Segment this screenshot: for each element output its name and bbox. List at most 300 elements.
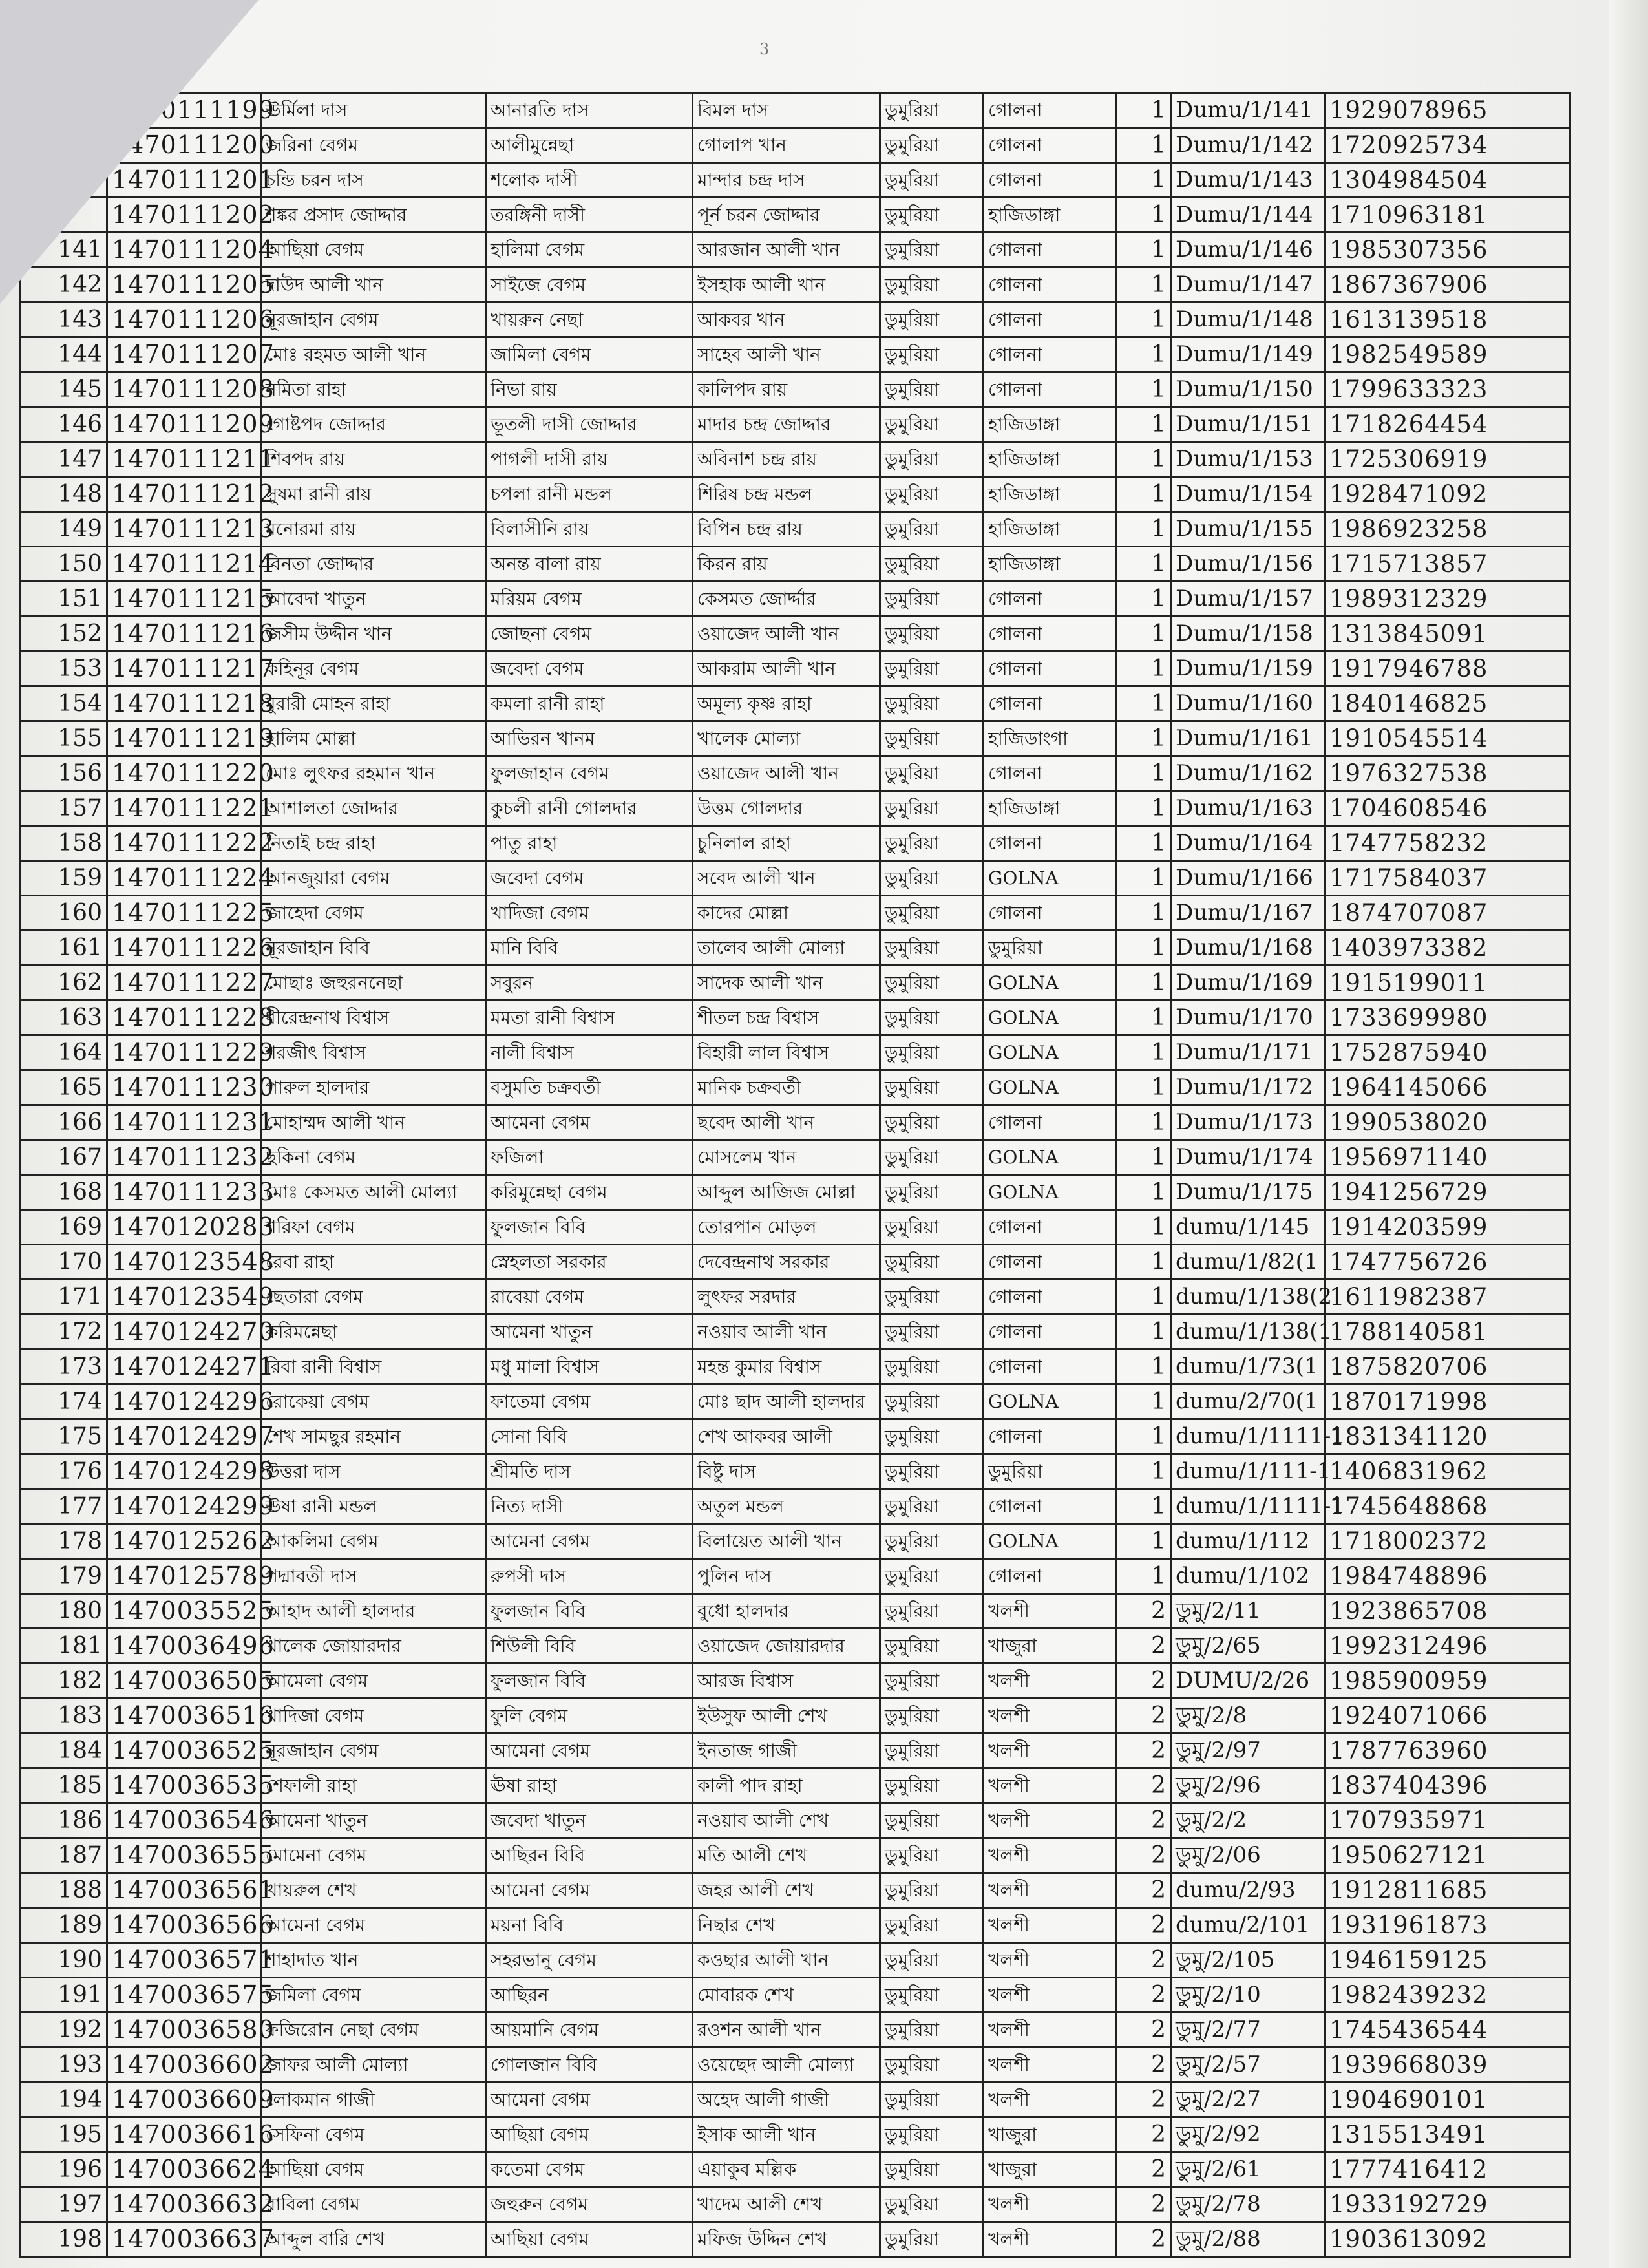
mobile-cell: 1870171998 [1325,1384,1570,1419]
mobile-cell: 1904690101 [1325,2083,1570,2117]
code-cell: dumu/1/145 [1171,1210,1325,1245]
mother-name-cell: ফুলজান বিবি [486,1664,693,1699]
ward-cell: 2 [1117,1733,1171,1768]
code-cell: Dumu/1/163 [1171,791,1325,826]
name-cell: ঊষা রানী মন্ডল [261,1489,486,1524]
serial-cell: 167 [21,1140,107,1175]
id-cell: 1470036637 [107,2222,261,2257]
id-cell: 1470111207 [107,337,261,372]
ward-cell: 1 [1117,1105,1171,1140]
ward-cell: 2 [1117,2083,1171,2117]
mother-name-cell: ভূতলী দাসী জোদ্দার [486,407,693,442]
serial-cell: 178 [21,1524,107,1559]
ward-cell: 1 [1117,477,1171,512]
serial-cell: 158 [21,826,107,861]
name-cell: নূরজাহান বেগম [261,1733,486,1768]
upazila-cell: ডুমুরিয়া [880,966,984,1001]
ward-cell: 1 [1117,268,1171,302]
ward-cell: 2 [1117,1629,1171,1664]
father-name-cell: মাদার চন্দ্র জোদ্দার [693,407,880,442]
name-cell: জসীম উদ্দীন খান [261,617,486,652]
code-cell: dumu/2/101 [1171,1908,1325,1943]
code-cell: Dumu/1/171 [1171,1035,1325,1070]
table-row [21,407,1570,442]
beneficiary-table [19,92,1571,2258]
id-cell: 1470111213 [107,512,261,547]
ward-cell: 2 [1117,1768,1171,1803]
serial-cell: 193 [21,2048,107,2083]
father-name-cell: বিমল দাস [693,93,880,128]
id-cell: 1470111214 [107,547,261,582]
father-name-cell: অতুল মন্ডল [693,1489,880,1524]
code-cell: Dumu/1/167 [1171,896,1325,931]
union-cell: খলশী [984,1664,1117,1699]
union-cell: গোলনা [984,826,1117,861]
code-cell: dumu/1/138(2 [1171,1280,1325,1315]
upazila-cell: ডুমুরিয়া [880,2117,984,2152]
table-row [21,442,1570,477]
table-row [21,1524,1570,1559]
ward-cell: 1 [1117,791,1171,826]
name-cell: মোমেনা বেগম [261,1838,486,1873]
upazila-cell: ডুমুরিয়া [880,477,984,512]
union-cell: খলশী [984,1768,1117,1803]
mobile-cell: 1840146825 [1325,686,1570,721]
union-cell: GOLNA [984,1175,1117,1210]
name-cell: খালেক জোয়ারদার [261,1629,486,1664]
table-row [21,861,1570,896]
mother-name-cell: আমেনা বেগম [486,1524,693,1559]
mobile-cell: 1304984504 [1325,163,1570,198]
id-cell: 1470036496 [107,1629,261,1664]
serial-cell: 157 [21,791,107,826]
serial-cell: 152 [21,617,107,652]
id-cell: 1470111209 [107,407,261,442]
ward-cell: 1 [1117,861,1171,896]
id-cell: 1470124270 [107,1315,261,1350]
union-cell: খলশী [984,1943,1117,1978]
table-row [21,1245,1570,1280]
code-cell: dumu/1/1111-1 [1171,1419,1325,1454]
father-name-cell: মোবারক শেখ [693,1978,880,2013]
mother-name-cell: হালিমা বেগম [486,233,693,268]
mother-name-cell: ফুলি বেগম [486,1699,693,1733]
name-cell: জমিলা বেগম [261,1978,486,2013]
father-name-cell: ইসাক আলী খান [693,2117,880,2152]
name-cell: পারুল হালদার [261,1070,486,1105]
ward-cell: 2 [1117,1978,1171,2013]
father-name-cell: পুলিন দাস [693,1559,880,1594]
serial-cell: 160 [21,896,107,931]
id-cell: 1470111201 [107,163,261,198]
table-row [21,1699,1570,1733]
id-cell: 1470124299 [107,1489,261,1524]
mobile-cell: 1928471092 [1325,477,1570,512]
mobile-cell: 1611982387 [1325,1280,1570,1315]
name-cell: গোষ্টপদ জোদ্দার [261,407,486,442]
serial-cell: 153 [21,652,107,686]
upazila-cell: ডুমুরিয়া [880,1350,984,1384]
union-cell: গোলনা [984,652,1117,686]
union-cell: GOLNA [984,1140,1117,1175]
ward-cell: 1 [1117,756,1171,791]
mobile-cell: 1725306919 [1325,442,1570,477]
father-name-cell: নওয়াব আলী খান [693,1315,880,1350]
mobile-cell: 1777416412 [1325,2152,1570,2187]
name-cell: শিবপদ রায় [261,442,486,477]
name-cell: মোঃ লুৎফর রহমান খান [261,756,486,791]
name-cell: নিতাই চন্দ্র রাহা [261,826,486,861]
mother-name-cell: ফুলজান বিবি [486,1594,693,1629]
mother-name-cell: আছিরন বিবি [486,1838,693,1873]
ward-cell: 1 [1117,1210,1171,1245]
id-cell: 1470111204 [107,233,261,268]
upazila-cell: ডুমুরিয়া [880,617,984,652]
father-name-cell: ইনতাজ গাজী [693,1733,880,1768]
id-cell: 1470036632 [107,2187,261,2222]
code-cell: Dumu/1/148 [1171,302,1325,337]
name-cell: ঊর্মিলা দাস [261,93,486,128]
mobile-cell: 1752875940 [1325,1035,1570,1070]
ward-cell: 1 [1117,1140,1171,1175]
father-name-cell: মানিক চক্রবর্তী [693,1070,880,1105]
upazila-cell: ডুমুরিয়া [880,721,984,756]
table-row [21,2083,1570,2117]
union-cell: খলশী [984,2187,1117,2222]
mother-name-cell: স্নেহলতা সরকার [486,1245,693,1280]
upazila-cell: ডুমুরিয়া [880,686,984,721]
mobile-cell: 1956971140 [1325,1140,1570,1175]
mobile-cell: 1939668039 [1325,2048,1570,2083]
upazila-cell: ডুমুরিয়া [880,547,984,582]
page-edge-shadow [1609,0,1648,2268]
code-cell: Dumu/1/172 [1171,1070,1325,1105]
id-cell: 1470111226 [107,931,261,966]
ward-cell: 1 [1117,686,1171,721]
upazila-cell: ডুমুরিয়া [880,512,984,547]
name-cell: রাবিলা বেগম [261,2187,486,2222]
upazila-cell: ডুমুরিয়া [880,1140,984,1175]
mobile-cell: 1831341120 [1325,1419,1570,1454]
code-cell: ডুমু/2/57 [1171,2048,1325,2083]
mother-name-cell: আমেনা বেগম [486,1105,693,1140]
upazila-cell: ডুমুরিয়া [880,1699,984,1733]
upazila-cell: ডুমুরিয়া [880,198,984,233]
mobile-cell: 1915199011 [1325,966,1570,1001]
mobile-cell: 1914203599 [1325,1210,1570,1245]
mobile-cell: 1747756726 [1325,1245,1570,1280]
union-cell: খলশী [984,1733,1117,1768]
ward-cell: 1 [1117,407,1171,442]
father-name-cell: খাদেম আলী শেখ [693,2187,880,2222]
name-cell: রেবা রাহা [261,1245,486,1280]
id-cell: 1470036566 [107,1908,261,1943]
ward-cell: 1 [1117,1001,1171,1035]
name-cell: ধীরেন্দ্রনাথ বিশ্বাস [261,1001,486,1035]
name-cell: লোকমান গাজী [261,2083,486,2117]
upazila-cell: ডুমুরিয়া [880,2083,984,2117]
union-cell: GOLNA [984,1384,1117,1419]
union-cell: হাজিডাঙ্গা [984,198,1117,233]
mother-name-cell: নিত্য দাসী [486,1489,693,1524]
id-cell: 1470035525 [107,1594,261,1629]
mother-name-cell: আমেনা বেগম [486,1733,693,1768]
ward-cell: 2 [1117,1664,1171,1699]
mother-name-cell: জহুরুন বেগম [486,2187,693,2222]
id-cell: 1470111217 [107,652,261,686]
upazila-cell: ডুমুরিয়া [880,1489,984,1524]
father-name-cell: অবিনাশ চন্দ্র রায় [693,442,880,477]
mother-name-cell: শ্রীমতি দাস [486,1454,693,1489]
ward-cell: 1 [1117,826,1171,861]
code-cell: ডুমু/2/96 [1171,1768,1325,1803]
name-cell: আকলিমা বেগম [261,1524,486,1559]
table-row [21,617,1570,652]
union-cell: গোলনা [984,302,1117,337]
mother-name-cell: আমেনা বেগম [486,1873,693,1908]
father-name-cell: উত্তম গোলদার [693,791,880,826]
ward-cell: 1 [1117,1524,1171,1559]
union-cell: খলশী [984,2222,1117,2257]
ward-cell: 2 [1117,2117,1171,2152]
mobile-cell: 1989312329 [1325,582,1570,617]
father-name-cell: নওয়াব আলী শেখ [693,1803,880,1838]
union-cell: খলশী [984,1873,1117,1908]
mother-name-cell: খাদিজা বেগম [486,896,693,931]
upazila-cell: ডুমুরিয়া [880,1105,984,1140]
mother-name-cell: আমেনা খাতুন [486,1315,693,1350]
code-cell: ডুমু/2/78 [1171,2187,1325,2222]
id-cell: 1470036516 [107,1699,261,1733]
father-name-cell: আরজ বিশ্বাস [693,1664,880,1699]
code-cell: Dumu/1/147 [1171,268,1325,302]
id-cell: 1470111215 [107,582,261,617]
serial-cell: 155 [21,721,107,756]
father-name-cell: তোরপান মোড়ল [693,1210,880,1245]
mother-name-cell: আনারতি দাস [486,93,693,128]
upazila-cell: ডুমুরিয়া [880,1664,984,1699]
code-cell: Dumu/1/144 [1171,198,1325,233]
union-cell: গোলনা [984,1105,1117,1140]
father-name-cell: বিষ্টু দাস [693,1454,880,1489]
upazila-cell: ডুমুরিয়া [880,1524,984,1559]
ward-cell: 1 [1117,442,1171,477]
table-row [21,2222,1570,2257]
code-cell: Dumu/1/157 [1171,582,1325,617]
ward-cell: 1 [1117,1035,1171,1070]
union-cell: খলশী [984,2048,1117,2083]
code-cell: Dumu/1/162 [1171,756,1325,791]
ward-cell: 1 [1117,582,1171,617]
code-cell: ডুমু/2/65 [1171,1629,1325,1664]
id-cell: 1470111205 [107,268,261,302]
serial-cell: 170 [21,1245,107,1280]
upazila-cell: ডুমুরিয়া [880,1280,984,1315]
upazila-cell: ডুমুরিয়া [880,128,984,163]
father-name-cell: বুধো হালদার [693,1594,880,1629]
mobile-cell: 1315513491 [1325,2117,1570,2152]
union-cell: গোলনা [984,128,1117,163]
table-row [21,1908,1570,1943]
mother-name-cell: রুপসী দাস [486,1559,693,1594]
ward-cell: 1 [1117,1070,1171,1105]
code-cell: dumu/1/73(1 [1171,1350,1325,1384]
serial-cell: 192 [21,2013,107,2048]
ward-cell: 1 [1117,1175,1171,1210]
id-cell: 1470125789 [107,1559,261,1594]
upazila-cell: ডুমুরিয়া [880,302,984,337]
code-cell: dumu/1/111-1 [1171,1454,1325,1489]
name-cell: রোকেয়া বেগম [261,1384,486,1419]
serial-cell: 161 [21,931,107,966]
mobile-cell: 1931961873 [1325,1908,1570,1943]
name-cell: শরিফা বেগম [261,1210,486,1245]
name-cell: খায়রুল শেখ [261,1873,486,1908]
id-cell: 1470111202 [107,198,261,233]
code-cell: Dumu/1/143 [1171,163,1325,198]
mobile-cell: 1704608546 [1325,791,1570,826]
mother-name-cell: মমতা রানী বিশ্বাস [486,1001,693,1035]
upazila-cell: ডুমুরিয়া [880,1035,984,1070]
table-row [21,1280,1570,1315]
serial-cell: 180 [21,1594,107,1629]
name-cell: আশালতা জোদ্দার [261,791,486,826]
code-cell: dumu/1/102 [1171,1559,1325,1594]
id-cell: 1470111199 [107,93,261,128]
upazila-cell: ডুমুরিয়া [880,1873,984,1908]
table-row [21,1175,1570,1210]
father-name-cell: দেবেন্দ্রনাথ সরকার [693,1245,880,1280]
table-row [21,2152,1570,2187]
table-row [21,1559,1570,1594]
table-row [21,2048,1570,2083]
mother-name-cell: করিমুন্নেছা বেগম [486,1175,693,1210]
serial-cell: 197 [21,2187,107,2222]
ward-cell: 2 [1117,2222,1171,2257]
id-cell: 1470111229 [107,1035,261,1070]
serial-cell: 156 [21,756,107,791]
id-cell: 1470124296 [107,1384,261,1419]
mother-name-cell: তরঙ্গিনী দাসী [486,198,693,233]
name-cell: আছিয়া বেগম [261,2152,486,2187]
table-row [21,1803,1570,1838]
table-body [21,93,1570,2257]
mother-name-cell: জামিলা বেগম [486,337,693,372]
table-row [21,1454,1570,1489]
code-cell: ডুমু/2/11 [1171,1594,1325,1629]
ward-cell: 1 [1117,372,1171,407]
mother-name-cell: শলোক দাসী [486,163,693,198]
union-cell: GOLNA [984,1070,1117,1105]
father-name-cell: সাদেক আলী খান [693,966,880,1001]
serial-cell: 175 [21,1419,107,1454]
upazila-cell: ডুমুরিয়া [880,1559,984,1594]
mobile-cell: 1799633323 [1325,372,1570,407]
ward-cell: 1 [1117,1280,1171,1315]
ward-cell: 2 [1117,2187,1171,2222]
upazila-cell: ডুমুরিয়া [880,233,984,268]
ward-cell: 1 [1117,931,1171,966]
serial-cell: 164 [21,1035,107,1070]
mother-name-cell: চপলা রানী মন্ডল [486,477,693,512]
mother-name-cell: ফাতেমা বেগম [486,1384,693,1419]
id-cell: 1470111232 [107,1140,261,1175]
mobile-cell: 1982549589 [1325,337,1570,372]
name-cell: জাফর আলী মোল্যা [261,2048,486,2083]
id-cell: 1470111224 [107,861,261,896]
name-cell: মোহাম্মদ আলী খান [261,1105,486,1140]
code-cell: Dumu/1/150 [1171,372,1325,407]
code-cell: Dumu/1/173 [1171,1105,1325,1140]
union-cell: গোলনা [984,1350,1117,1384]
code-cell: Dumu/1/156 [1171,547,1325,582]
union-cell: খলশী [984,2083,1117,2117]
serial-cell: 143 [21,302,107,337]
id-cell: 1470036624 [107,2152,261,2187]
union-cell: গোলনা [984,896,1117,931]
table-row [21,1384,1570,1419]
code-cell: Dumu/1/141 [1171,93,1325,128]
table-row [21,1070,1570,1105]
serial-cell: 182 [21,1664,107,1699]
id-cell: 1470111218 [107,686,261,721]
serial-cell: 191 [21,1978,107,2013]
upazila-cell: ডুমুরিয়া [880,1594,984,1629]
upazila-cell: ডুমুরিয়া [880,1838,984,1873]
code-cell: Dumu/1/161 [1171,721,1325,756]
id-cell: 1470111219 [107,721,261,756]
id-cell: 1470120283 [107,1210,261,1245]
union-cell: GOLNA [984,1001,1117,1035]
code-cell: Dumu/1/166 [1171,861,1325,896]
ward-cell: 2 [1117,1838,1171,1873]
upazila-cell: ডুমুরিয়া [880,1908,984,1943]
table-row [21,931,1570,966]
serial-cell: 186 [21,1803,107,1838]
ward-cell: 2 [1117,1943,1171,1978]
mobile-cell: 1403973382 [1325,931,1570,966]
ward-cell: 1 [1117,1419,1171,1454]
table-row [21,756,1570,791]
table-row [21,582,1570,617]
table-row [21,1489,1570,1524]
union-cell: গোলনা [984,686,1117,721]
code-cell: ডুমু/2/105 [1171,1943,1325,1978]
union-cell: গোলনা [984,1210,1117,1245]
code-cell: ডুমু/2/8 [1171,1699,1325,1733]
upazila-cell: ডুমুরিয়া [880,756,984,791]
table-row [21,2117,1570,2152]
name-cell: খাদিজা বেগম [261,1699,486,1733]
mother-name-cell: আয়মানি বেগম [486,2013,693,2048]
name-cell: মোঃ রহমত আলী খান [261,337,486,372]
father-name-cell: শিরিষ চন্দ্র মন্ডল [693,477,880,512]
father-name-cell: ওয়াজেদ আলী খান [693,617,880,652]
upazila-cell: ডুমুরিয়া [880,1070,984,1105]
upazila-cell: ডুমুরিয়া [880,791,984,826]
serial-cell: 181 [21,1629,107,1664]
ward-cell: 1 [1117,93,1171,128]
mother-name-cell: আছিরন [486,1978,693,2013]
serial-cell: 176 [21,1454,107,1489]
union-cell: খলশী [984,1838,1117,1873]
union-cell: GOLNA [984,966,1117,1001]
mother-name-cell: আছিয়া বেগম [486,2222,693,2257]
union-cell: গোলনা [984,1315,1117,1350]
table-row [21,686,1570,721]
father-name-cell: মফিজ উদ্দিন শেখ [693,2222,880,2257]
union-cell: গোলনা [984,617,1117,652]
